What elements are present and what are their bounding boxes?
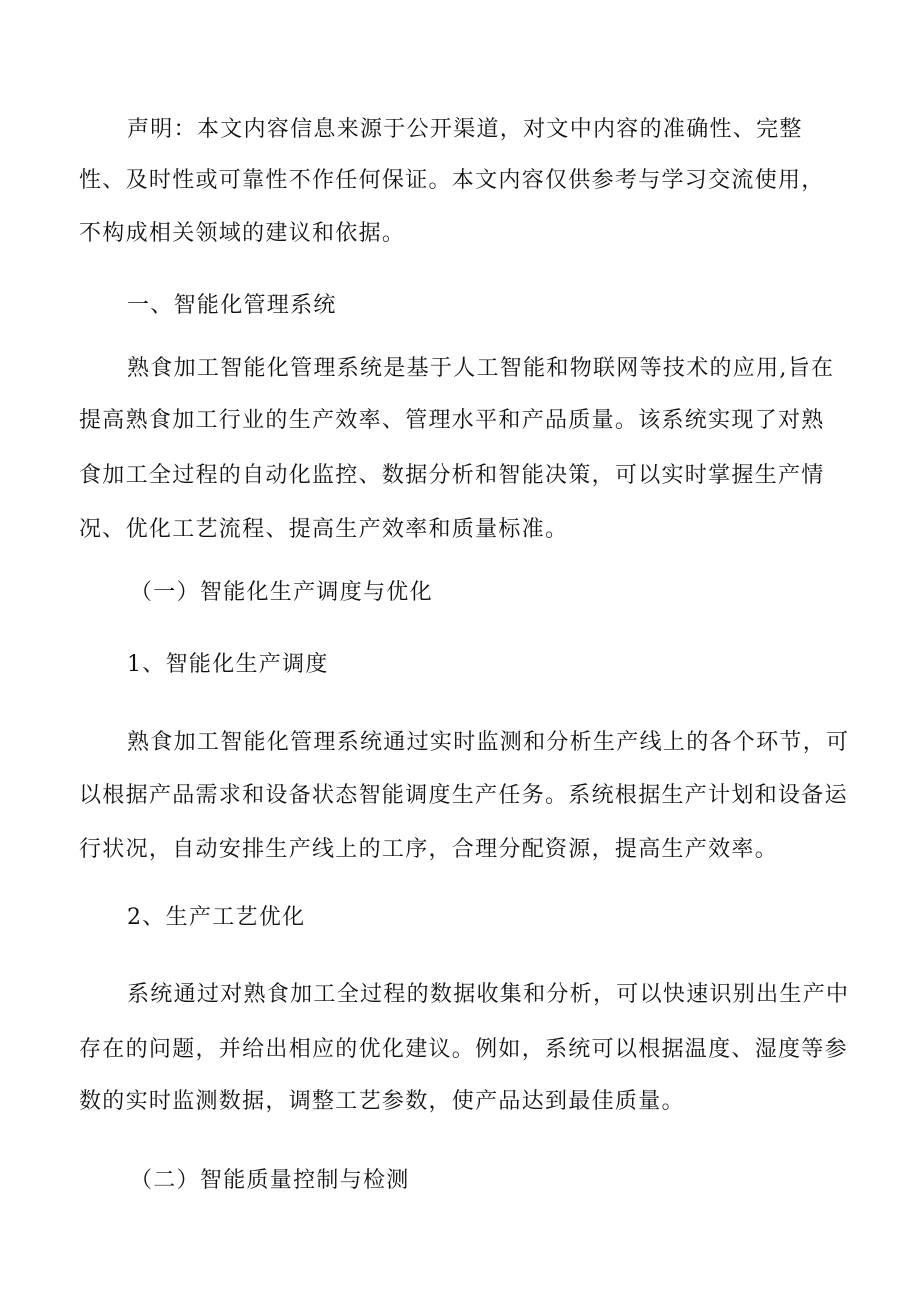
intro-paragraph-line-1: 熟食加工智能化管理系统是基于人工智能和物联网等技术的应用,旨在 bbox=[127, 356, 835, 381]
disclaimer-line-2: 性、及时性或可靠性不作任何保证。本文内容仅供参考与学习交流使用， bbox=[79, 168, 825, 193]
optimization-paragraph-line-3: 数的实时监测数据，调整工艺参数，使产品达到最佳质量。 bbox=[79, 1089, 685, 1114]
optimization-paragraph-line-1: 系统通过对熟食加工全过程的数据收集和分析，可以快速识别出生产中 bbox=[127, 982, 850, 1007]
intro-paragraph-line-4: 况、优化工艺流程、提高生产效率和质量标准。 bbox=[79, 517, 569, 542]
intro-paragraph-line-3: 食加工全过程的自动化监控、数据分析和智能决策，可以实时掌握生产情 bbox=[79, 463, 825, 488]
scheduling-paragraph-line-1: 熟食加工智能化管理系统通过实时监测和分析生产线上的各个环节，可 bbox=[127, 730, 850, 755]
disclaimer-line-3: 不构成相关领域的建议和依据。 bbox=[79, 221, 406, 246]
section-heading-intelligent-management: 一、智能化管理系统 bbox=[127, 293, 337, 318]
intro-paragraph-line-2: 提高熟食加工行业的生产效率、管理水平和产品质量。该系统实现了对熟 bbox=[79, 408, 825, 433]
scheduling-paragraph-line-2: 以根据产品需求和设备状态智能调度生产任务。系统根据生产计划和设备运 bbox=[79, 783, 848, 808]
scheduling-paragraph-line-3: 行状况，自动安排生产线上的工序，合理分配资源，提高生产效率。 bbox=[79, 837, 779, 862]
item-heading-process-optimization: 2、生产工艺优化 bbox=[127, 905, 306, 930]
disclaimer-line-1: 声明：本文内容信息来源于公开渠道，对文中内容的准确性、完整 bbox=[127, 117, 803, 142]
subsection-heading-scheduling-optimization: （一）智能化生产调度与优化 bbox=[130, 580, 433, 605]
optimization-paragraph-line-2: 存在的问题，并给出相应的优化建议。例如，系统可以根据温度、湿度等参 bbox=[79, 1037, 848, 1062]
item-heading-production-scheduling: 1、智能化生产调度 bbox=[127, 652, 329, 677]
subsection-heading-quality-control: （二）智能质量控制与检测 bbox=[130, 1168, 410, 1193]
